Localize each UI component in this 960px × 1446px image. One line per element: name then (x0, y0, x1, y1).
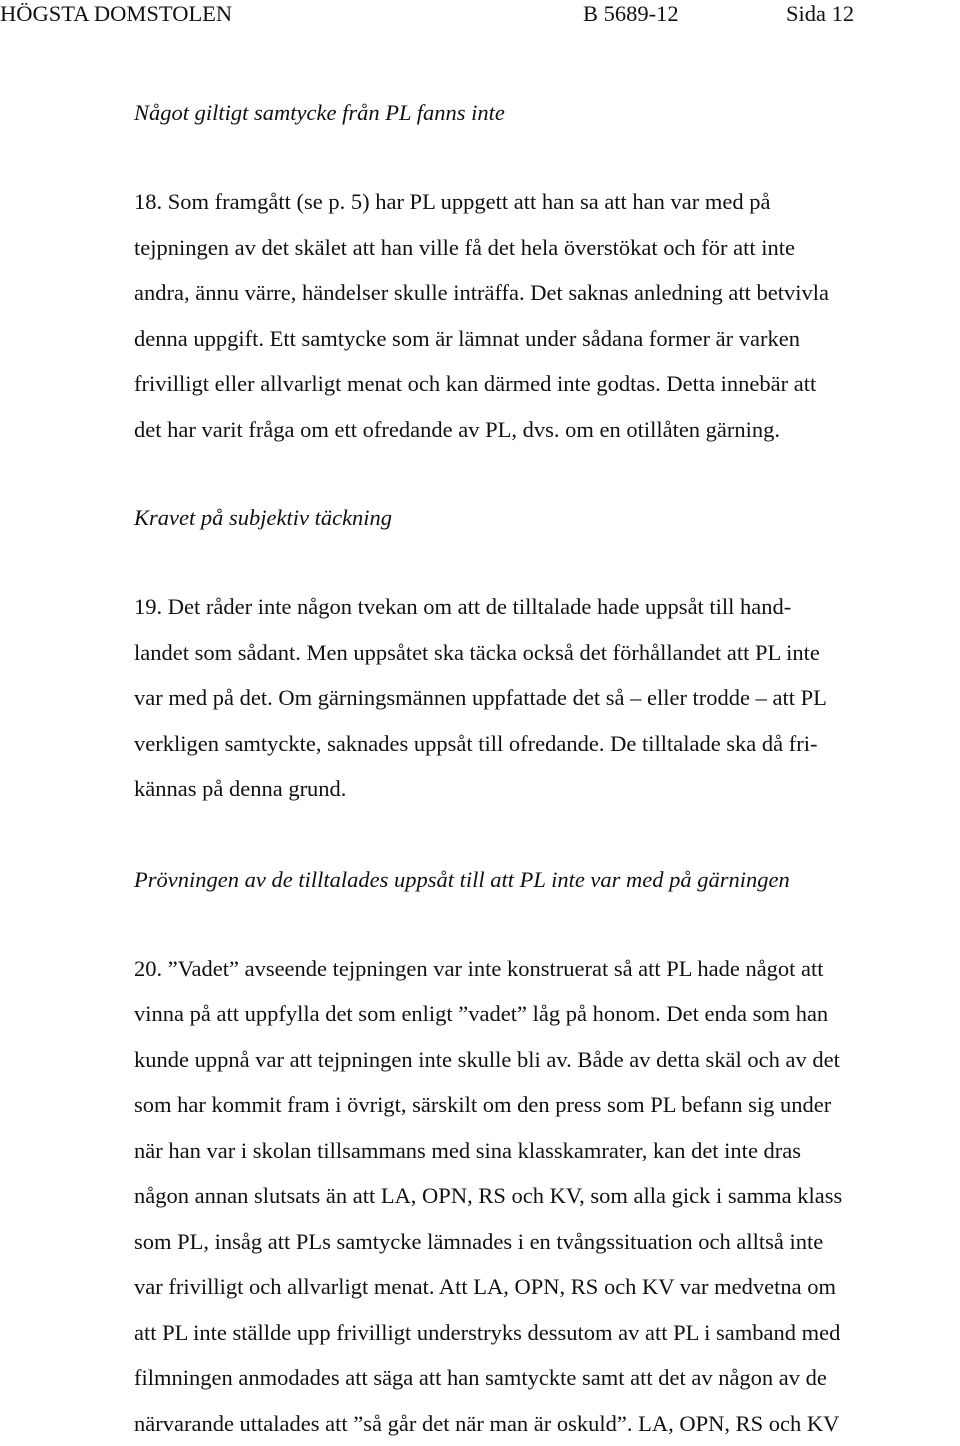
text-line: andra, ännu värre, händelser skulle inträffa. Det saknas anledning att betvivla (134, 270, 956, 316)
paragraph-18 (134, 179, 956, 452)
text-line: vinna på att uppfylla det som enligt ”vadet” låg på honom. Det enda som han (134, 991, 956, 1037)
text-line: frivilligt eller allvarligt menat och kan därmed inte godtas. Detta innebär att (134, 361, 956, 407)
paragraph-19 (134, 584, 956, 812)
text-line: som PL, insåg att PLs samtycke lämnades i en tvångssituation och alltså inte (134, 1219, 956, 1265)
section-heading: Något giltigt samtycke från PL fanns inte (134, 90, 956, 135)
text-line: landet som sådant. Men uppsåtet ska täcka också det förhållandet att PL inte (134, 630, 956, 676)
page-header (0, 0, 960, 30)
text-line: när han var i skolan tillsammans med sina klasskamrater, kan det inte dras (134, 1128, 956, 1174)
text-line: 20. ”Vadet” avseende tejpningen var inte konstruerat så att PL hade något att (134, 946, 956, 992)
court-name: HÖGSTA DOMSTOLEN (0, 0, 232, 28)
case-number: B 5689-12 (583, 0, 679, 28)
text-line: som har kommit fram i övrigt, särskilt om den press som PL befann sig under (134, 1082, 956, 1128)
text-line: var med på det. Om gärningsmännen uppfattade det så – eller trodde – att PL (134, 675, 956, 721)
text-line: filmningen anmodades att säga att han samtyckte samt att det av någon av de (134, 1355, 956, 1401)
document-body (134, 90, 956, 1446)
text-line: denna uppgift. Ett samtycke som är lämnat under sådana former är varken (134, 316, 956, 362)
section-heading: Kravet på subjektiv täckning (134, 495, 956, 540)
paragraph-20 (134, 946, 956, 1446)
text-line: kunde uppnå var att tejpningen inte skulle bli av. Både av detta skäl och av det (134, 1037, 956, 1083)
text-line: tejpningen av det skälet att han ville få det hela överstökat och för att inte (134, 225, 956, 271)
text-line: verkligen samtyckte, saknades uppsåt till ofredande. De tilltalade ska då fri- (134, 721, 956, 767)
section-heading: Prövningen av de tilltalades uppsåt till att PL inte var med på gärningen (134, 857, 956, 902)
text-line: 18. Som framgått (se p. 5) har PL uppgett att han sa att han var med på (134, 179, 956, 225)
text-line: närvarande uttalades att ”så går det när man är oskuld”. LA, OPN, RS och KV (134, 1401, 956, 1446)
page-number: Sida 12 (786, 0, 854, 28)
text-line: någon annan slutsats än att LA, OPN, RS och KV, som alla gick i samma klass (134, 1173, 956, 1219)
text-line: kännas på denna grund. (134, 766, 956, 812)
text-line: var frivilligt och allvarligt menat. Att LA, OPN, RS och KV var medvetna om (134, 1264, 956, 1310)
text-line: att PL inte ställde upp frivilligt understryks dessutom av att PL i samband med (134, 1310, 956, 1356)
text-line: det har varit fråga om ett ofredande av PL, dvs. om en otillåten gärning. (134, 407, 956, 453)
text-line: 19. Det råder inte någon tvekan om att de tilltalade hade uppsåt till hand- (134, 584, 956, 630)
